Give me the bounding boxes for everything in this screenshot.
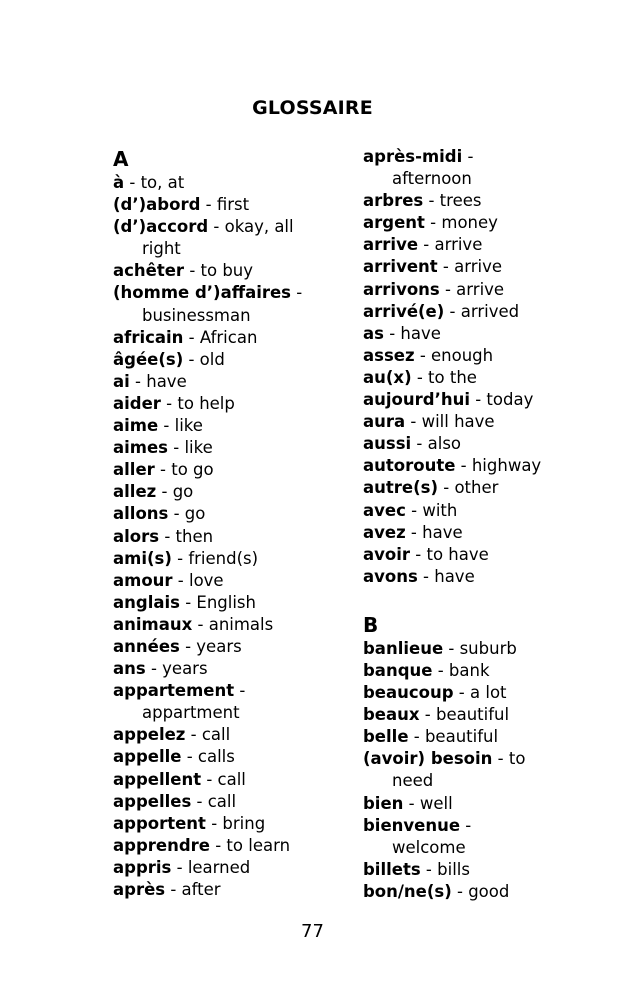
glossary-entry (113, 746, 353, 768)
entry-headword: appelles (113, 791, 192, 811)
glossary-entry (363, 455, 608, 477)
glossary-entry (363, 301, 608, 323)
glossary-entry (363, 859, 608, 881)
glossary-entry (363, 389, 608, 411)
glossary-entry (113, 437, 353, 459)
glossary-entry (113, 172, 353, 194)
section-spacer (363, 588, 608, 612)
entry-headword: amour (113, 570, 173, 590)
entry-definition: - like (168, 438, 213, 458)
entry-headword: (d’)abord (113, 195, 201, 215)
entry-definition: - then (159, 526, 214, 546)
entry-definition: - love (172, 570, 224, 590)
entry-definition: - enough (414, 345, 494, 365)
entry-headword: assez (363, 345, 415, 365)
section-letter-b: B (363, 612, 379, 637)
entry-definition: - bank (432, 660, 490, 680)
entry-definition: - like (158, 416, 203, 436)
entry-headword: aimes (113, 438, 168, 458)
glossary-entry (363, 234, 608, 256)
entry-definition: - old (183, 349, 225, 369)
entry-definition: - learned (171, 857, 251, 877)
entry-definition: - a lot (453, 683, 507, 703)
entry-headword: arrivons (363, 279, 440, 299)
entry-definition: - okay, all (208, 217, 294, 237)
entry-definition: - (234, 681, 246, 701)
entry-definition: - to buy (184, 261, 254, 281)
entry-headword: appris (113, 857, 172, 877)
entry-definition: - African (183, 327, 258, 347)
entry-headword: beaucoup (363, 683, 454, 703)
entry-headword: aider (113, 393, 161, 413)
entry-headword: années (113, 636, 180, 656)
entry-headword: argent (363, 213, 425, 233)
entry-definition: - calls (181, 747, 235, 767)
glossary-entry (113, 680, 353, 724)
entry-headword: ai (113, 371, 130, 391)
entry-definition: - first (200, 195, 250, 215)
entry-headword: appelle (113, 747, 182, 767)
entry-list-b (363, 638, 608, 903)
entry-headword: allez (113, 482, 157, 502)
entry-definition: - other (438, 478, 499, 498)
glossary-entry (363, 682, 608, 704)
entry-headword: billets (363, 859, 421, 879)
entry-headword: appelez (113, 725, 186, 745)
entry-definition-continued: right (142, 239, 181, 259)
entry-headword: anglais (113, 592, 180, 612)
entry-headword: bienvenue (363, 815, 461, 835)
glossary-entry (113, 724, 353, 746)
glossary-entry (363, 323, 608, 345)
entry-headword: aura (363, 412, 406, 432)
entry-definition: - call (185, 725, 231, 745)
glossary-entry (363, 146, 608, 190)
entry-headword: as (363, 323, 384, 343)
entry-headword: âgée(s) (113, 349, 184, 369)
glossary-entry (363, 881, 608, 903)
entry-definition: - after (165, 880, 221, 899)
entry-headword: beaux (363, 705, 420, 725)
glossary-entry (113, 879, 353, 901)
entry-headword: aller (113, 460, 155, 480)
glossary-entry (113, 371, 353, 393)
entry-definition: - have (129, 371, 187, 391)
page-number: 77 (301, 921, 324, 942)
entry-definition: - to the (411, 367, 477, 387)
entry-headword: appellent (113, 769, 202, 789)
glossary-entry (363, 793, 608, 815)
glossary-entry (363, 256, 608, 278)
entry-definition: - with (405, 500, 458, 520)
glossary-entry (363, 638, 608, 660)
entry-definition-continued: welcome (392, 837, 466, 857)
entry-headword: bon/ne(s) (363, 881, 452, 901)
glossary-entry (363, 367, 608, 389)
glossary-entry (363, 726, 608, 748)
entry-definition: - today (469, 390, 534, 410)
entry-headword: arrivé(e) (363, 301, 445, 321)
glossary-entry (363, 704, 608, 726)
page-title: GLOSSAIRE (252, 97, 373, 119)
glossary-entry (363, 477, 608, 499)
entry-headword: autoroute (363, 456, 456, 476)
entry-definition: - friend(s) (171, 548, 259, 568)
glossary-entry (113, 393, 353, 415)
entry-definition: - good (451, 881, 510, 901)
entry-headword: à (113, 173, 125, 192)
glossary-entry (113, 327, 353, 349)
entry-headword: aussi (363, 434, 412, 454)
entry-definition: - arrived (444, 301, 520, 321)
entry-headword: animaux (113, 614, 193, 634)
entry-definition: - suburb (443, 638, 517, 658)
glossary-entry (113, 459, 353, 481)
glossary-entry (363, 500, 608, 522)
glossary-entry (363, 279, 608, 301)
entry-definition: - to learn (209, 835, 291, 855)
entry-definition: - animals (192, 614, 274, 634)
glossary-entry (363, 815, 608, 859)
entry-definition: - highway (455, 456, 542, 476)
entry-definition: - years (179, 636, 242, 656)
entry-headword: avoir (363, 544, 411, 564)
glossary-entry (113, 481, 353, 503)
glossary-entry (363, 433, 608, 455)
glossary-entry (113, 570, 353, 592)
entry-definition: - to have (410, 544, 489, 564)
entry-headword: arrive (363, 235, 419, 255)
entry-definition: - to, at (124, 173, 185, 192)
entry-definition: - arrive (437, 257, 502, 277)
glossary-entry (363, 522, 608, 544)
glossary-entry (363, 345, 608, 367)
entry-headword: alors (113, 526, 160, 546)
entry-definition: - arrive (418, 235, 483, 255)
entry-headword: achêter (113, 261, 185, 281)
entry-headword: après-midi (363, 147, 463, 166)
entry-headword: africain (113, 327, 184, 347)
glossary-entry (113, 415, 353, 437)
glossary-entry (113, 216, 353, 260)
glossary-entry (363, 190, 608, 212)
entry-definition: - trees (423, 191, 482, 211)
entry-definition: - bills (420, 859, 470, 879)
entry-definition: - will have (405, 412, 495, 432)
entry-headword: autre(s) (363, 478, 438, 498)
entry-headword: banlieue (363, 638, 444, 658)
glossary-entry (113, 791, 353, 813)
glossary-entry (113, 835, 353, 857)
entry-headword: appartement (113, 681, 235, 701)
glossary-entry (113, 282, 353, 326)
entry-headword: au(x) (363, 367, 412, 387)
glossary-entry (113, 548, 353, 570)
glossary-entry (363, 660, 608, 682)
entry-definition: - arrive (439, 279, 505, 299)
glossary-entry (113, 349, 353, 371)
glossary-entry (113, 614, 353, 636)
entry-headword: arrivent (363, 257, 438, 277)
entry-definition: - go (168, 504, 206, 524)
entry-headword: avons (363, 566, 418, 586)
entry-definition-continued: businessman (142, 305, 251, 325)
entry-headword: belle (363, 727, 409, 747)
entry-definition: - call (191, 791, 237, 811)
entry-definition: - money (424, 213, 498, 233)
entry-definition: - beautiful (408, 727, 499, 747)
glossary-entry (113, 813, 353, 835)
entry-definition: - to help (160, 393, 235, 413)
glossary-entry (363, 411, 608, 433)
glossary-entry (113, 592, 353, 614)
entry-definition: - to go (154, 460, 214, 480)
glossary-column-left (113, 146, 353, 901)
glossary-entry (113, 636, 353, 658)
glossary-entry (113, 526, 353, 548)
entry-headword: aujourd’hui (363, 390, 470, 410)
glossary-entry (113, 503, 353, 525)
entry-headword: apportent (113, 813, 206, 833)
glossary-entry (113, 658, 353, 680)
glossary-entry (113, 769, 353, 791)
entry-headword: banque (363, 660, 433, 680)
entry-headword: avec (363, 500, 406, 520)
glossary-entry (363, 212, 608, 234)
section-letter-a: A (113, 147, 129, 171)
entry-definition: - English (179, 592, 256, 612)
glossary-entry (113, 857, 353, 879)
glossary-entry (113, 260, 353, 282)
entry-headword: arbres (363, 191, 424, 211)
entry-definition: - go (156, 482, 194, 502)
entry-list-a-left (113, 172, 353, 901)
entry-definition-continued: need (392, 771, 434, 791)
entry-definition: - (460, 815, 472, 835)
entry-headword: avez (363, 522, 406, 542)
entry-headword: ami(s) (113, 548, 172, 568)
entry-definition: - have (383, 323, 441, 343)
entry-definition: - years (145, 659, 208, 679)
entry-definition: - (462, 147, 474, 166)
entry-definition: - call (201, 769, 246, 789)
glossary-entry (363, 748, 608, 792)
glossary-entry (363, 544, 608, 566)
entry-definition: - also (411, 434, 462, 454)
entry-headword: (d’)accord (113, 217, 209, 237)
entry-headword: apprendre (113, 835, 210, 855)
entry-definition: - have (405, 522, 463, 542)
entry-headword: après (113, 880, 166, 899)
entry-definition: - to (492, 749, 526, 769)
entry-definition: - well (403, 793, 453, 813)
glossary-column-right (363, 146, 608, 903)
glossary-entry (113, 194, 353, 216)
entry-headword: (homme d’)affaires (113, 283, 292, 303)
entry-headword: bien (363, 793, 404, 813)
entry-headword: aime (113, 416, 159, 436)
entry-headword: ans (113, 659, 146, 679)
entry-definition: - beautiful (419, 705, 510, 725)
entry-headword: allons (113, 504, 169, 524)
entry-definition: - have (417, 566, 475, 586)
entry-definition-continued: appartment (142, 703, 240, 723)
glossary-entry (363, 566, 608, 588)
entry-headword: (avoir) besoin (363, 749, 493, 769)
entry-definition: - bring (205, 813, 266, 833)
entry-definition-continued: afternoon (392, 169, 472, 189)
entry-list-a-right (363, 146, 608, 588)
entry-definition: - (291, 283, 303, 303)
